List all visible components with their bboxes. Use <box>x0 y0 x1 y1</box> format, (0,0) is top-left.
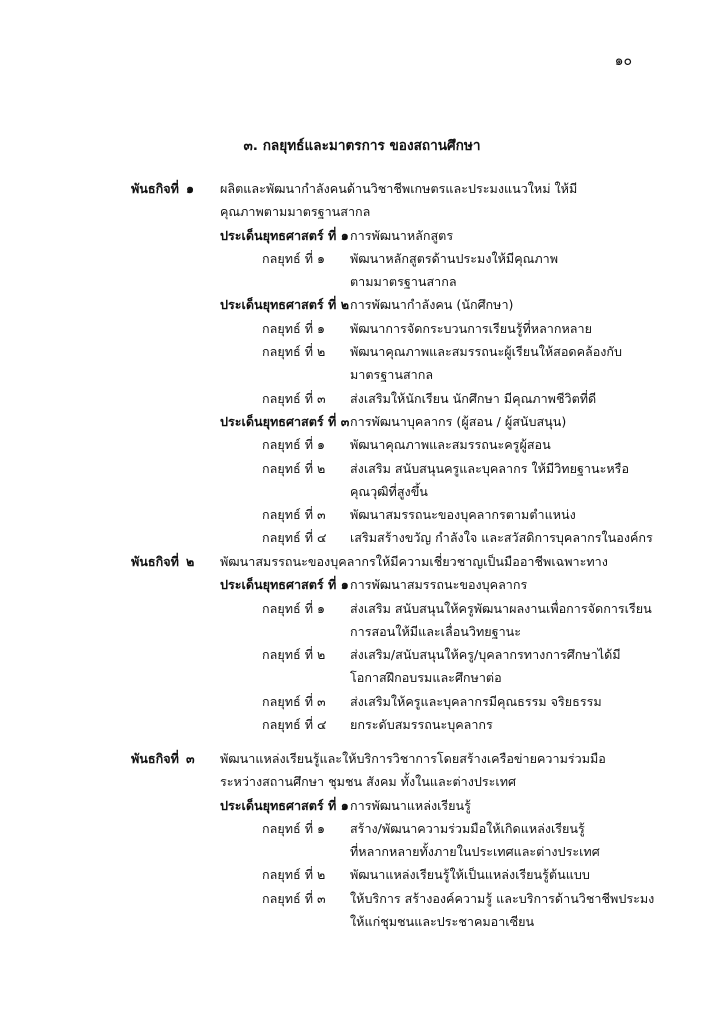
mission-label: พันธกิจที่ <box>131 751 179 766</box>
strategy-line <box>0 817 724 840</box>
mission-text: ระหว่างสถานศึกษา ชุมชน สังคม ทั้งในและต่างประเทศ <box>220 774 517 790</box>
strategy-label: กลยุทธ์ ที่ ๒ <box>262 867 326 883</box>
strategy-text: คุณวุฒิที่สูงขึ้น <box>350 483 428 499</box>
strategy-text: สร้าง/พัฒนาความร่วมมือให้เกิดแหล่งเรียนรู้ <box>350 820 585 836</box>
mission-line <box>0 747 724 770</box>
strategy-text: เสริมสร้างขวัญ กำลังใจ และสวัสดิการบุคลากรในองค์กร <box>350 530 653 546</box>
strategy-line <box>0 620 724 643</box>
strategy-text: พัฒนาคุณภาพและสมรรถนะผู้เรียนให้สอดคล้องกับ <box>350 344 623 360</box>
strategy-line <box>0 526 724 549</box>
mission-text: พัฒนาสมรรถนะของบุคลากรให้มีความเชี่ยวชาญเป็นมืออาชีพเฉพาะทาง <box>220 554 608 569</box>
strategy-line <box>0 433 724 456</box>
strategy-text: ที่หลากหลายทั้งภายในประเทศและต่างประเทศ <box>350 844 600 860</box>
mission-line <box>0 200 724 223</box>
issue-line <box>0 573 724 596</box>
issue-text: การพัฒนาสมรรถนะของบุคลากร <box>350 577 528 593</box>
strategy-line <box>0 840 724 863</box>
strategy-line <box>0 363 724 386</box>
mission-number: ๒ <box>186 554 195 569</box>
strategy-text: พัฒนาหลักสูตรด้านประมงให้มีคุณภาพ <box>350 250 558 266</box>
strategy-line <box>0 863 724 886</box>
strategy-text: พัฒนาการจัดกระบวนการเรียนรู้ที่หลากหลาย <box>350 320 592 336</box>
mission-number: ๑ <box>186 181 194 196</box>
strategy-text: มาตรฐานสากล <box>350 367 434 383</box>
mission-number: ๓ <box>186 751 195 766</box>
strategy-text: ส่งเสริม สนับสนุนครูและบุคลากร ให้มีวิทยฐานะหรือ <box>350 460 630 476</box>
issue-text: การพัฒนากำลังคน (นักศึกษา) <box>350 297 514 313</box>
strategy-line <box>0 887 724 910</box>
mission-line <box>0 177 724 200</box>
issue-line <box>0 224 724 247</box>
strategy-line <box>0 690 724 713</box>
strategy-line <box>0 457 724 480</box>
issue-line <box>0 794 724 817</box>
mission-1 <box>0 177 724 550</box>
strategy-label: กลยุทธ์ ที่ ๓ <box>262 693 326 709</box>
strategy-label: กลยุทธ์ ที่ ๑ <box>262 600 326 616</box>
mission-line <box>0 770 724 793</box>
strategy-label: กลยุทธ์ ที่ ๓ <box>262 507 326 523</box>
mission-line <box>0 550 724 573</box>
strategy-label: กลยุทธ์ ที่ ๓ <box>262 390 326 406</box>
strategy-label: กลยุทธ์ ที่ ๓ <box>262 890 326 906</box>
strategy-text: ยกระดับสมรรถนะบุคลากร <box>350 717 493 733</box>
strategy-line <box>0 503 724 526</box>
strategy-text: ตามมาตรฐานสากล <box>350 274 457 290</box>
strategy-line <box>0 387 724 410</box>
strategy-line <box>0 910 724 933</box>
strategy-text: โอกาสฝึกอบรมและศึกษาต่อ <box>350 670 502 686</box>
mission-text: ผลิตและพัฒนากำลังคนด้านวิชาชีพเกษตรและประมงแนวใหม่ ให้มี <box>220 181 578 196</box>
issue-text: การพัฒนาแหล่งเรียนรู้ <box>350 797 471 813</box>
page-number: ๑๐ <box>614 53 632 69</box>
strategy-label: กลยุทธ์ ที่ ๑ <box>262 320 326 336</box>
strategy-label: กลยุทธ์ ที่ ๒ <box>262 460 326 476</box>
strategy-label: กลยุทธ์ ที่ ๔ <box>262 530 327 546</box>
strategy-text: พัฒนาคุณภาพและสมรรถนะครูผู้สอน <box>350 437 551 453</box>
strategy-text: พัฒนาแหล่งเรียนรู้ให้เป็นแหล่งเรียนรู้ต้นแบบ <box>350 867 590 883</box>
mission-2 <box>0 550 724 736</box>
strategy-text: ส่งเสริมให้ครูและบุคลากรมีคุณธรรม จริยธรรม <box>350 693 602 709</box>
strategy-line <box>0 270 724 293</box>
strategy-label: กลยุทธ์ ที่ ๔ <box>262 717 327 733</box>
strategy-line <box>0 597 724 620</box>
issue-label: ประเด็นยุทธศาสตร์ ที่ ๓ <box>220 413 350 429</box>
strategy-line <box>0 666 724 689</box>
strategy-line <box>0 480 724 503</box>
strategy-text: ให้บริการ สร้างองค์ความรู้ และบริการด้านวิชาชีพประมง <box>350 890 655 906</box>
issue-text: การพัฒนาบุคลากร (ผู้สอน / ผู้สนับสนุน) <box>350 413 567 429</box>
issue-text: การพัฒนาหลักสูตร <box>350 227 454 243</box>
mission-text: คุณภาพตามมาตรฐานสากล <box>220 204 371 220</box>
strategy-label: กลยุทธ์ ที่ ๑ <box>262 250 326 266</box>
strategy-label: กลยุทธ์ ที่ ๒ <box>262 344 326 360</box>
strategy-line <box>0 317 724 340</box>
strategy-label: กลยุทธ์ ที่ ๑ <box>262 437 326 453</box>
issue-label: ประเด็นยุทธศาสตร์ ที่ ๑ <box>220 227 349 243</box>
issue-line <box>0 293 724 316</box>
issue-label: ประเด็นยุทธศาสตร์ ที่ ๑ <box>220 797 349 813</box>
strategy-label: กลยุทธ์ ที่ ๑ <box>262 820 326 836</box>
mission-text: พัฒนาแหล่งเรียนรู้และให้บริการวิชาการโดยสร้างเครือข่ายความร่วมมือ <box>220 751 606 766</box>
strategy-text: ส่งเสริม สนับสนุนให้ครูพัฒนาผลงานเพื่อการจัดการเรียน <box>350 600 652 616</box>
section-title: ๓. กลยุทธ์และมาตรการ ของสถานศึกษา <box>243 138 481 154</box>
mission-label: พันธกิจที่ <box>131 554 179 569</box>
strategy-line <box>0 340 724 363</box>
strategy-text: ส่งเสริมให้นักเรียน นักศึกษา มีคุณภาพชีวิตที่ดี <box>350 390 597 406</box>
strategy-label: กลยุทธ์ ที่ ๒ <box>262 647 326 663</box>
strategy-line <box>0 247 724 270</box>
mission-label: พันธกิจที่ <box>131 181 179 196</box>
strategy-line <box>0 713 724 736</box>
strategy-line <box>0 643 724 666</box>
mission-3 <box>0 747 724 933</box>
strategy-text: พัฒนาสมรรถนะของบุคลากรตามตำแหน่ง <box>350 507 576 523</box>
issue-label: ประเด็นยุทธศาสตร์ ที่ ๑ <box>220 577 349 593</box>
strategy-text: การสอนให้มีและเลื่อนวิทยฐานะ <box>350 623 522 639</box>
issue-line <box>0 410 724 433</box>
strategy-text: ส่งเสริม/สนับสนุนให้ครู/บุคลากรทางการศึกษาได้มี <box>350 647 621 663</box>
strategy-text: ให้แก่ชุมชนและประชาคมอาเซียน <box>350 914 535 930</box>
issue-label: ประเด็นยุทธศาสตร์ ที่ ๒ <box>220 297 350 313</box>
